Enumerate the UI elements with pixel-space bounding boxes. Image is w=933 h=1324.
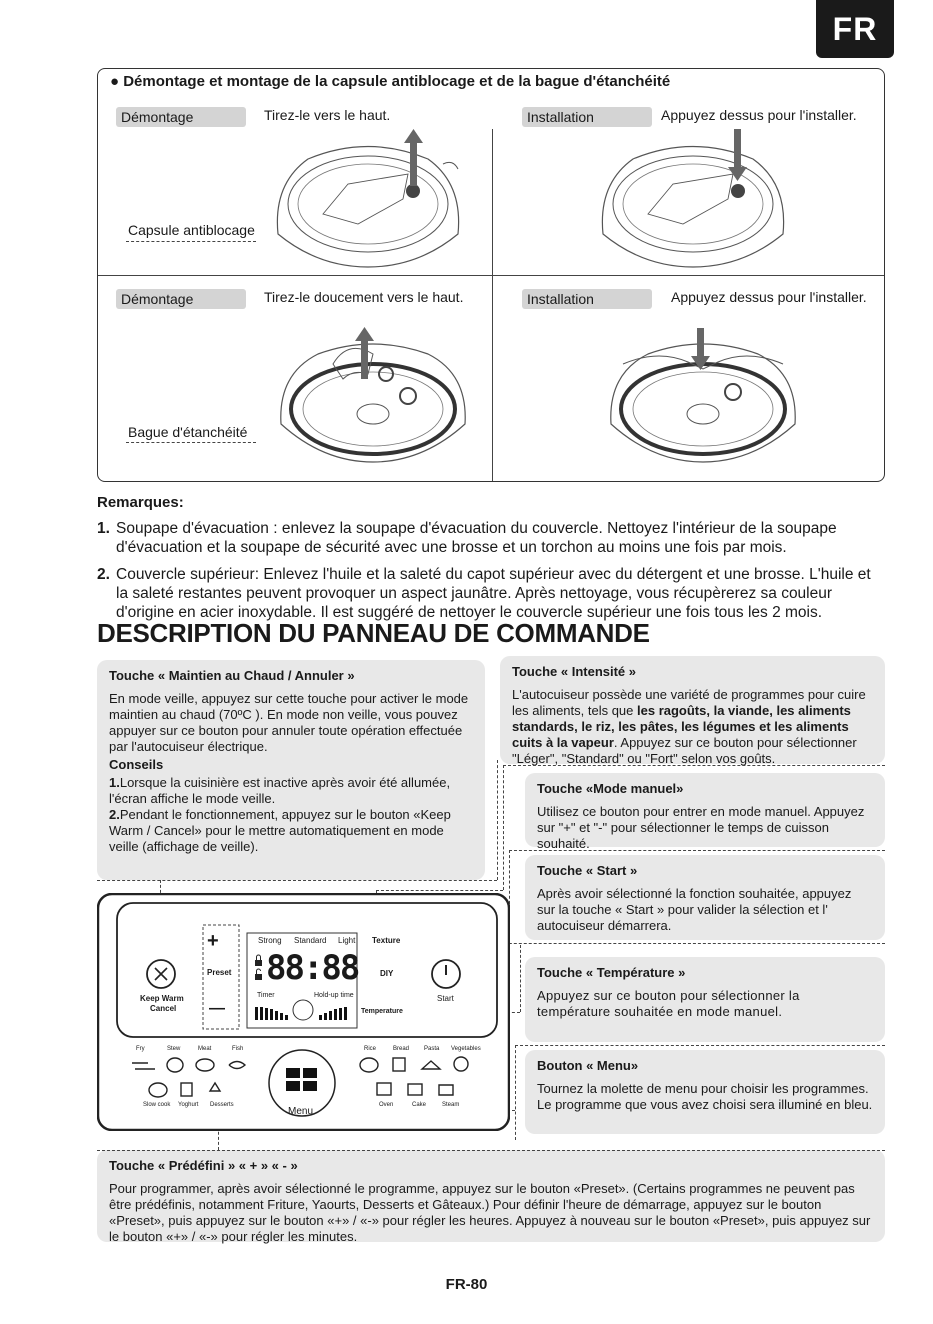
box-text-part: . Appuyez sur ce bouton pour sélectionner "Léger", "Standard" ou "Fort" selon vos goûts. <box>512 735 857 766</box>
start-description <box>525 855 885 940</box>
part-label: Bague d'étanchéité <box>128 424 248 440</box>
box-text: Après avoir sélectionné la fonction souhaitée, appuyez sur la touche « Start » pour valider la sélection et l' autocuiseur démarrera. <box>537 886 852 933</box>
keep-warm-button[interactable]: Keep Warm <box>140 994 184 1003</box>
intensity-strong-label: Strong <box>258 936 282 945</box>
sealing-ring-install-illustration <box>603 324 803 464</box>
box-text: Pour programmer, après avoir sélectionné le programme, appuyez sur le bouton «Preset». (Certains programmes ne peuvent pas être prédéfinis, notamment Friture, Yaourts, Desserts et Gâteaux.) Pour définir l'heure de démarrage, appuyez sur le bouton «Preset», puis appuyez sur le bouton «+» / «-» pour régler les heures. Appuyez à nouveau sur le bouton «Preset», puis appuyez sur le bouton «+» / «-» pour régler les minutes. <box>109 1181 871 1244</box>
start-button[interactable]: Start <box>437 994 454 1003</box>
box-title: Touche « Maintien au Chaud / Annuler » <box>109 668 355 683</box>
remark-number: 2. <box>97 566 110 583</box>
box-title: Touche «Mode manuel» <box>537 781 684 796</box>
leader-line <box>503 765 885 766</box>
box-title: Touche « Température » <box>537 965 686 980</box>
step-label: Démontage <box>116 107 246 127</box>
part-label: Capsule antiblocage <box>128 222 255 238</box>
program-fish[interactable]: Fish <box>232 1046 244 1052</box>
sealing-ring-removal-illustration <box>273 324 473 464</box>
program-fry[interactable]: Fry <box>136 1046 145 1052</box>
program-slow-cook[interactable]: Slow cook <box>143 1102 171 1108</box>
intensity-light-label: Light <box>338 936 356 945</box>
program-stew[interactable]: Stew <box>167 1046 181 1052</box>
box-text: En mode veille, appuyez sur cette touche pour activer le mode maintien au chaud (70ºC ). En mode non veille, vous pouvez appuyer sur ce bouton pour annuler toute opération effectuée par l'autocuiseur électrique. <box>109 691 469 754</box>
texture-button[interactable]: Texture <box>372 936 401 945</box>
remark-text: Soupape d'évacuation : enlevez la soupape d'évacuation du couvercle. Nettoyez l'intérieur de la soupape d'évacuation et la soupape de sécurité avec une brosse et un torchon au moins une fois par mois. <box>116 520 837 556</box>
tip-text: Pendant le fonctionnement, appuyez sur le bouton «Keep Warm / Cancel» pour le mettre automatiquement en mode veille (affichage de veille). <box>109 807 451 854</box>
language-badge: FR <box>816 0 894 58</box>
program-meat[interactable]: Meat <box>198 1046 212 1052</box>
step-instruction: Tirez-le vers le haut. <box>264 107 391 123</box>
keep-warm-description <box>97 660 485 880</box>
program-oven[interactable]: Oven <box>379 1102 394 1108</box>
remarks-title: Remarques: <box>97 494 184 511</box>
disassembly-title: ● Démontage et montage de la capsule antiblocage et de la bague d'étanchéité <box>110 73 671 90</box>
box-title: Bouton « Menu» <box>537 1058 639 1073</box>
remark-text: Couvercle supérieur: Enlevez l'huile et la saleté du capot supérieur avec du détergent et une brosse. L'huile et la saleté restantes peuvent provoquer un aspect jaunâtre. Après nettoyage, vous récupèrerez sa couleur d'origine en acier inoxydable. Il est suggéré de nettoyer le couvercle supérieur une fois tous les 2 mois. <box>116 566 871 621</box>
leader-line <box>515 1045 516 1140</box>
section-heading: DESCRIPTION DU PANNEAU DE COMMANDE <box>97 618 650 648</box>
disassembly-section <box>97 68 885 482</box>
leader-line <box>97 1150 885 1151</box>
box-text: Tournez la molette de menu pour choisir les programmes. Le programme que vous avez choisi sera illuminé en bleu. <box>537 1081 873 1112</box>
leader-line <box>376 890 503 891</box>
leader-line <box>520 945 521 1012</box>
step-label: Installation <box>522 289 652 309</box>
divider <box>98 275 884 276</box>
box-text <box>512 687 873 767</box>
menu-description <box>525 1050 885 1134</box>
remarks-section <box>97 494 887 630</box>
temperature-description <box>525 957 885 1042</box>
leader-line <box>503 765 504 890</box>
tip-item <box>109 775 473 807</box>
program-desserts[interactable]: Desserts <box>210 1102 234 1108</box>
manual-mode-description <box>525 773 885 851</box>
leader-line <box>515 1045 885 1046</box>
remark-item <box>97 565 887 622</box>
program-rice[interactable]: Rice <box>364 1046 377 1052</box>
box-text: Utilisez ce bouton pour entrer en mode manuel. Appuyez sur "+" et "-" pour sélectionner le temps de cuisson souhaité. <box>537 804 865 851</box>
page-number: FR-80 <box>445 1276 488 1293</box>
box-text-part: L'autocuiseur possède une variété de programmes pour cuire les aliments, tels que <box>512 687 866 718</box>
intensity-description <box>500 656 885 764</box>
callout-line <box>126 241 256 242</box>
plus-button[interactable]: + <box>207 930 219 952</box>
preset-description <box>97 1150 885 1242</box>
program-bread[interactable]: Bread <box>393 1046 410 1052</box>
leader-line <box>97 880 497 881</box>
leader-line <box>509 850 885 851</box>
program-pasta[interactable]: Pasta <box>424 1046 440 1052</box>
program-vegetables[interactable]: Vegetables <box>451 1046 481 1052</box>
cancel-label: Cancel <box>150 1004 177 1013</box>
box-title: Touche « Prédéfini » « + » « - » <box>109 1158 298 1173</box>
intensity-standard-label: Standard <box>294 936 327 945</box>
diy-button[interactable]: DIY <box>380 969 394 978</box>
program-yoghurt[interactable]: Yoghurt <box>178 1102 199 1108</box>
tips-title: Conseils <box>109 757 164 772</box>
remark-item <box>97 519 887 557</box>
box-title: Touche « Intensité » <box>512 664 637 679</box>
step-instruction: Appuyez dessus pour l'installer. <box>661 107 857 123</box>
program-cake[interactable]: Cake <box>412 1102 427 1108</box>
preset-button[interactable]: Preset <box>207 968 232 977</box>
tip-item <box>109 807 473 855</box>
box-text: Appuyez sur ce bouton pour sélectionner la température souhaitée en mode manuel. <box>537 988 800 1019</box>
leader-line <box>497 760 498 880</box>
step-instruction: Appuyez dessus pour l'installer. <box>671 289 867 305</box>
minus-button[interactable]: — <box>209 1000 225 1017</box>
lcd-digits: 88:88 <box>266 948 359 988</box>
remark-number: 1. <box>97 520 110 537</box>
tip-text: Lorsque la cuisinière est inactive après avoir été allumée, l'écran affiche le mode veille. <box>109 775 451 806</box>
temperature-button[interactable]: Temperature <box>361 1008 403 1015</box>
menu-dial[interactable]: Menu <box>288 1106 314 1117</box>
program-steam[interactable]: Steam <box>442 1102 460 1108</box>
box-text-bold: les ragoûts, la viande, les aliments standards, le riz, les pâtes, les légumes et les aliments cuits à la vapeur <box>512 703 851 750</box>
step-instruction: Tirez-le doucement vers le haut. <box>264 289 464 305</box>
leader-line <box>474 943 885 944</box>
step-label: Installation <box>522 107 652 127</box>
tip-number: 1. <box>109 775 120 790</box>
tip-number: 2. <box>109 807 120 822</box>
anti-block-cap-removal-illustration <box>268 129 468 269</box>
step-label: Démontage <box>116 289 246 309</box>
timer-label: Timer <box>257 992 275 999</box>
holdup-label: Hold-up time <box>314 992 354 999</box>
box-title: Touche « Start » <box>537 863 638 878</box>
anti-block-cap-install-illustration <box>593 129 793 269</box>
callout-line <box>126 442 256 443</box>
divider <box>492 129 493 481</box>
